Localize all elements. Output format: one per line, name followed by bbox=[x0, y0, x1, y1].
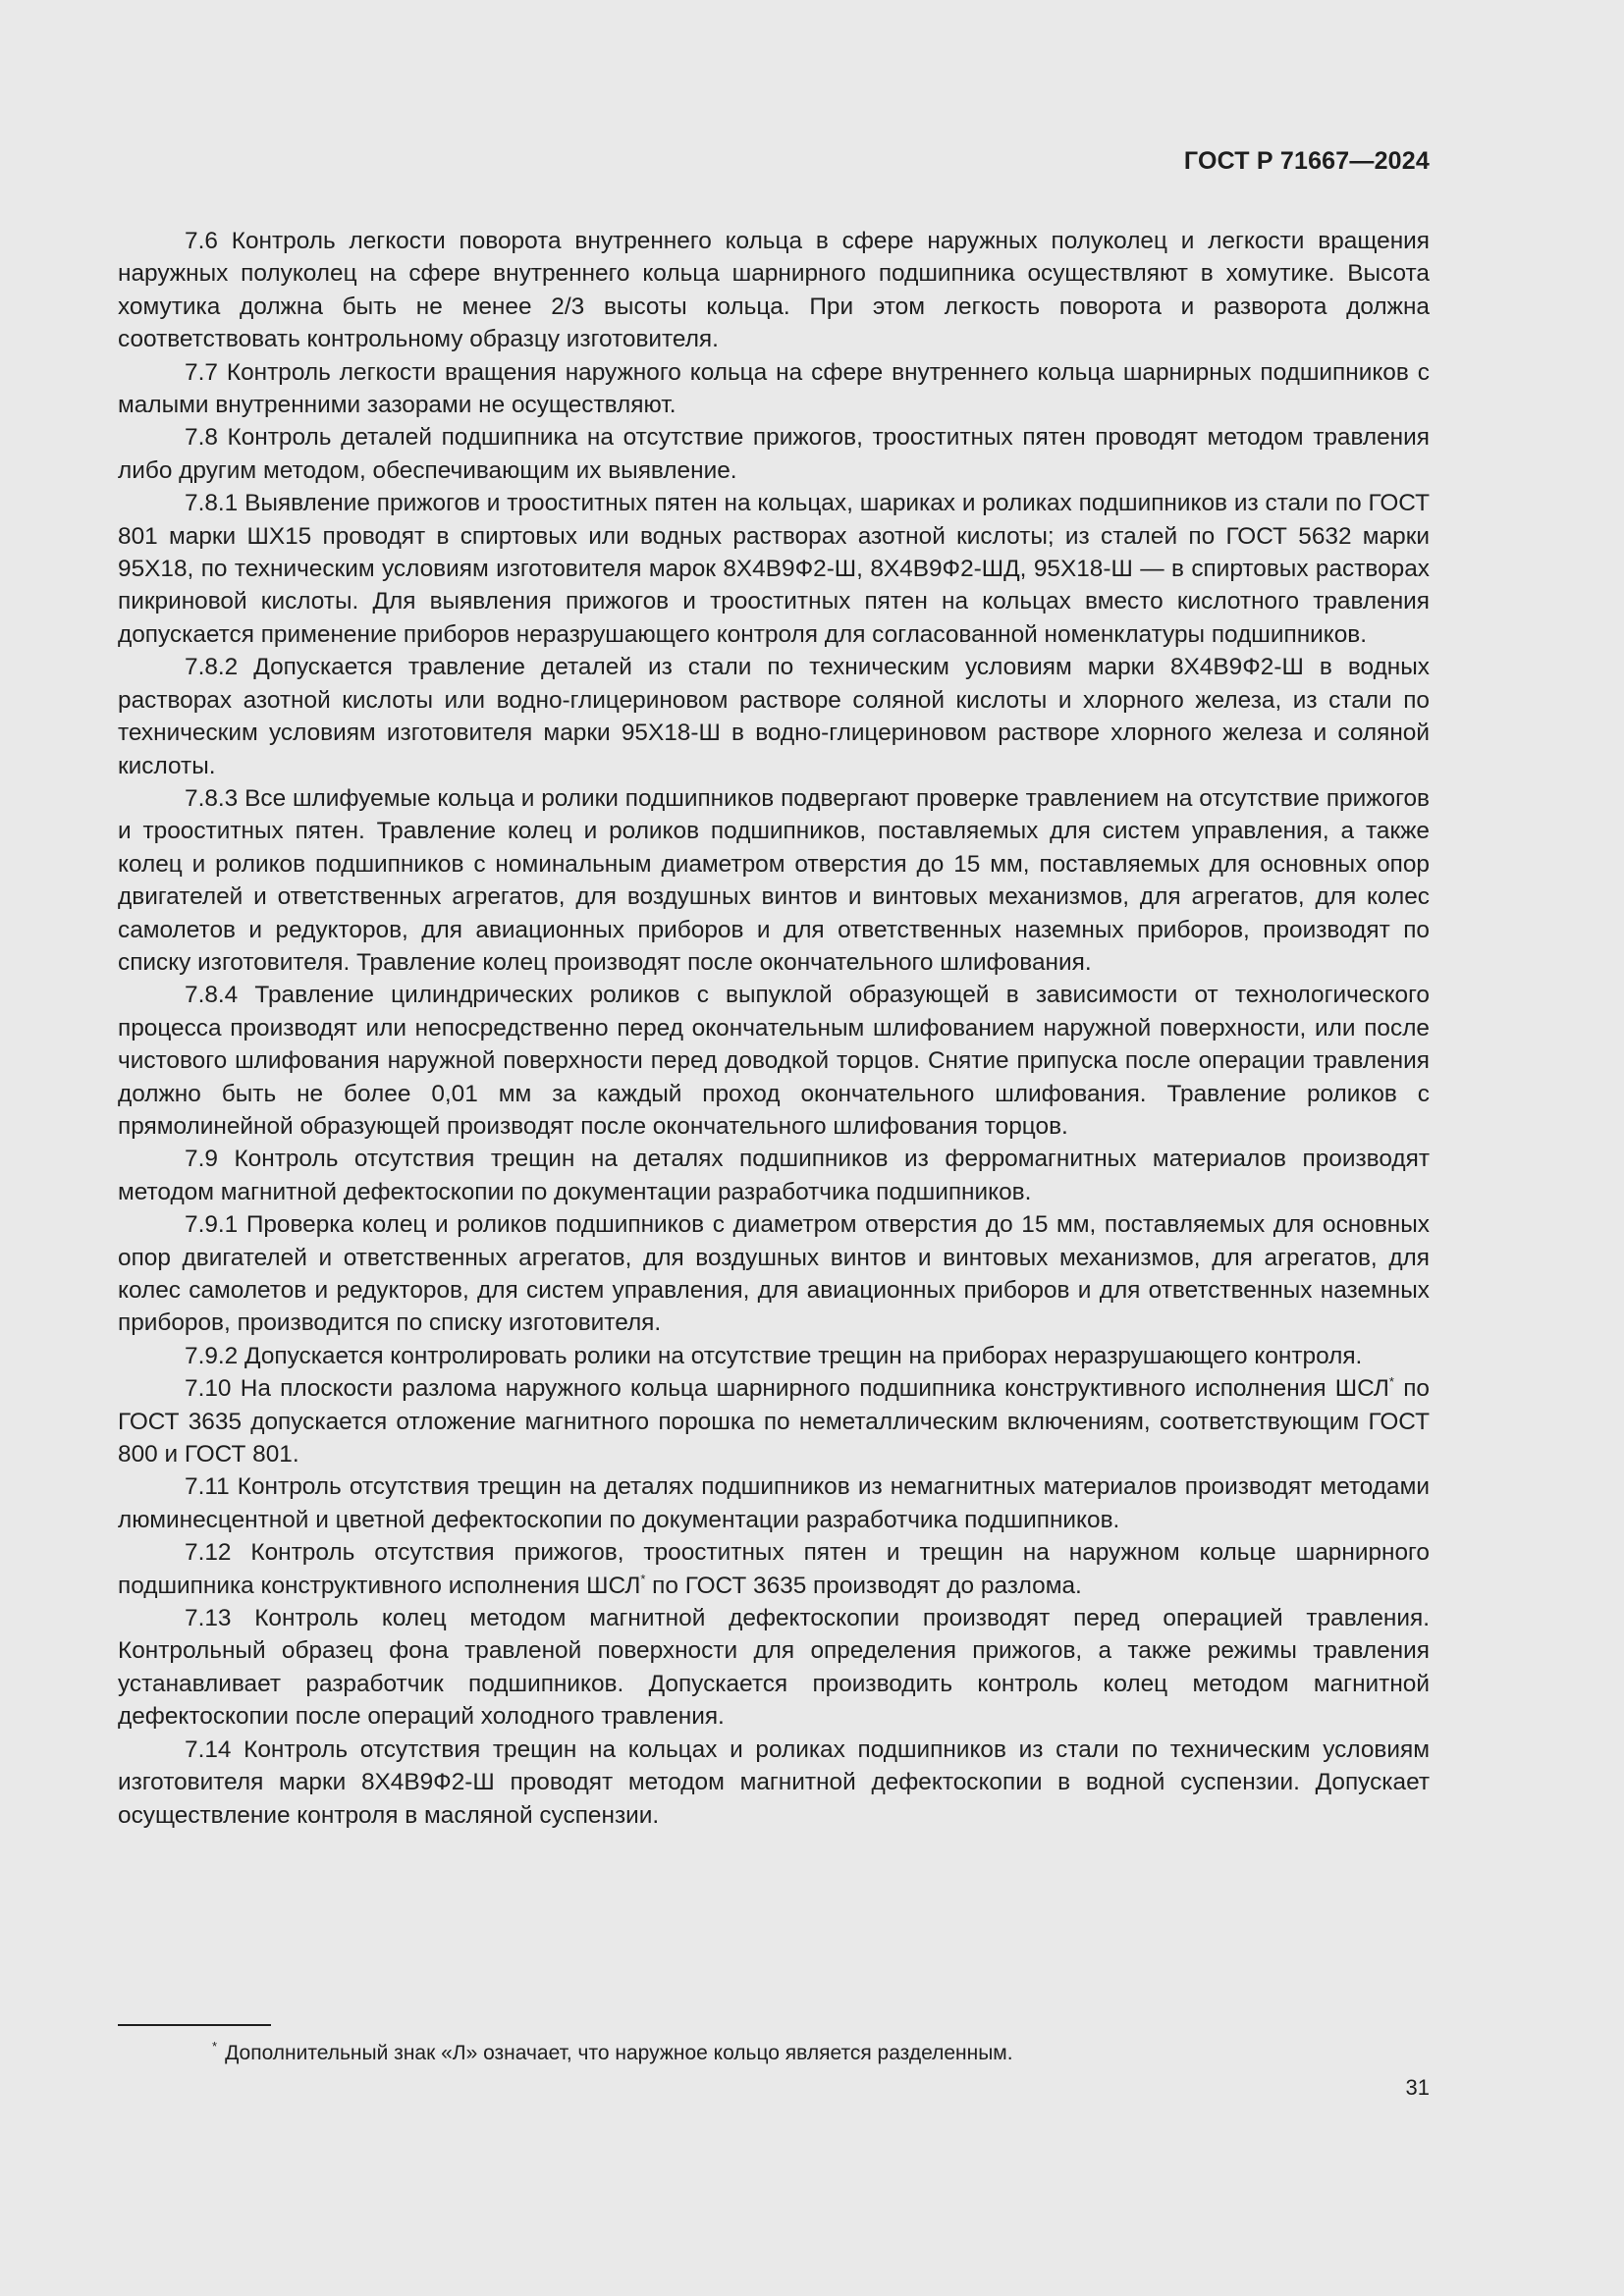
footnote-reference: * bbox=[1388, 1374, 1394, 1390]
footnote-marker: * bbox=[212, 2039, 218, 2054]
paragraph-7-9-2: 7.9.2 Допускается контролировать ролики на отсутствие трещин на приборах неразрушающего контроля. bbox=[185, 1342, 1363, 1369]
paragraph-7-9: 7.9 Контроль отсутствия трещин на деталях подшипников из ферромагнитных материалов производят методом магнитной дефектоскопии по документации разработчика подшипников. bbox=[118, 1146, 1430, 1205]
paragraph-7-12-text-a: 7.12 Контроль отсутствия прижогов, трооститных пятен и трещин на наружном кольце шарнирного подшипника конструктивного исполнения ШСЛ bbox=[118, 1539, 1430, 1599]
paragraph-7-8-3: 7.8.3 Все шлифуемые кольца и ролики подшипников подвергают проверке травлением на отсутствие прижогов и трооститных пятен. Травление колец и роликов подшипников, поставляемых для систем управления, а также колец и роликов подшипников с номинальным диаметром отверстия до 15 мм, поставляемых для основных опор двигателей и ответственных агрегатов, для воздушных винтов и винтовых механизмов, для агрегатов, для колес самолетов и редукторов, для авиационных приборов и для ответственных наземных приборов, производят по списку изготовителя. Травление колец производят после окончательного шлифования. bbox=[118, 784, 1430, 976]
paragraph-7-14: 7.14 Контроль отсутствия трещин на кольцах и роликах подшипников из стали по техническим условиям изготовителя марки 8Х4В9Ф2-Ш проводят методом магнитной дефектоскопии в водной суспензии. Допускает осуществление контроля в масляной суспензии. bbox=[118, 1735, 1430, 1829]
paragraph-7-9-1: 7.9.1 Проверка колец и роликов подшипников с диаметром отверстия до 15 мм, поставляемых для основных опор двигателей и ответственных агрегатов, для воздушных винтов и винтовых механизмов, для агрегатов, для колес самолетов и редукторов, для систем управления, для авиационных приборов и для ответственных наземных приборов, производится по списку изготовителя. bbox=[118, 1211, 1430, 1337]
paragraph-7-10-text-b: по ГОСТ 3635 допускается отложение магнитного порошка по неметаллическим включениям, соответствующим ГОСТ 800 и ГОСТ 801. bbox=[118, 1375, 1430, 1468]
paragraph-7-8-2: 7.8.2 Допускается травление деталей из стали по техническим условиям марки 8Х4В9Ф2-Ш в водных растворах азотной кислоты или водно-глицериновом растворе соляной кислоты и хлорного железа, из стали по техническим условиям изготовителя марки 95Х18-Ш в водно-глицериновом растворе хлорного железа и соляной кислоты. bbox=[118, 654, 1430, 779]
page-number: 31 bbox=[1405, 2075, 1430, 2100]
paragraph-7-8: 7.8 Контроль деталей подшипника на отсутствие прижогов, трооститных пятен проводят методом травления либо другим методом, обеспечивающим их выявление. bbox=[118, 424, 1430, 484]
document-body bbox=[118, 225, 1430, 1832]
footnote-separator bbox=[118, 2024, 271, 2026]
paragraph-7-6: 7.6 Контроль легкости поворота внутреннего кольца в сфере наружных полуколец и легкости вращения наружных полуколец на сфере внутреннего кольца шарнирного подшипника осуществляют в хомутике. Высота хомутика должна быть не менее 2/3 высоты кольца. При этом легкость поворота и разворота должна соответствовать контрольному образцу изготовителя. bbox=[118, 228, 1430, 353]
paragraph-7-13: 7.13 Контроль колец методом магнитной дефектоскопии производят перед операцией травления. Контрольный образец фона травленой поверхности для определения прижогов, а также режимы травления устанавливает разработчик подшипников. Допускается производить контроль колец методом магнитной дефектоскопии после операций холодного травления. bbox=[118, 1605, 1430, 1731]
paragraph-7-11: 7.11 Контроль отсутствия трещин на деталях подшипников из немагнитных материалов производят методами люминесцентной и цветной дефектоскопии по документации разработчика подшипников. bbox=[118, 1473, 1430, 1533]
paragraph-7-10-text-a: 7.10 На плоскости разлома наружного кольца шарнирного подшипника конструктивного исполнения ШСЛ bbox=[185, 1375, 1389, 1403]
footnote-text: Дополнительный знак «Л» означает, что наружное кольцо является разделенным. bbox=[225, 2042, 1013, 2064]
paragraph-7-8-4: 7.8.4 Травление цилиндрических роликов с выпуклой образующей в зависимости от технологического процесса производят или непосредственно перед окончательным шлифованием наружной поверхности, или после чистового шлифования наружной поверхности перед доводкой торцов. Снятие припуска после операции травления должно быть не более 0,01 мм за каждый проход окончательного шлифования. Травление роликов с прямолинейной образующей производят после окончательного шлифования торцов. bbox=[118, 982, 1430, 1140]
paragraph-7-12-text-b: по ГОСТ 3635 производят до разлома. bbox=[645, 1572, 1082, 1599]
paragraph-7-10 bbox=[118, 1372, 1430, 1470]
paragraph-7-7: 7.7 Контроль легкости вращения наружного кольца на сфере внутреннего кольца шарнирных подшипников с малыми внутренними зазорами не осуществляют. bbox=[118, 358, 1430, 419]
footnote-reference: * bbox=[640, 1571, 646, 1586]
paragraph-7-12 bbox=[118, 1536, 1430, 1602]
standard-designation: ГОСТ Р 71667—2024 bbox=[1183, 147, 1430, 175]
paragraph-7-8-1: 7.8.1 Выявление прижогов и трооститных пятен на кольцах, шариках и роликах подшипников из стали по ГОСТ 801 марки ШХ15 проводят в спиртовых или водных растворах азотной кислоты; из сталей по ГОСТ 5632 марки 95Х18, по техническим условиям изготовителя марок 8Х4В9Ф2-Ш, 8Х4В9Ф2-ШД, 95Х18-Ш — в спиртовых растворах пикриновой кислоты. Для выявления прижогов и трооститных пятен на кольцах вместо кислотного травления допускается применение приборов неразрушающего контроля для согласованной номенклатуры подшипников. bbox=[118, 490, 1430, 648]
footnote bbox=[212, 2032, 1013, 2068]
